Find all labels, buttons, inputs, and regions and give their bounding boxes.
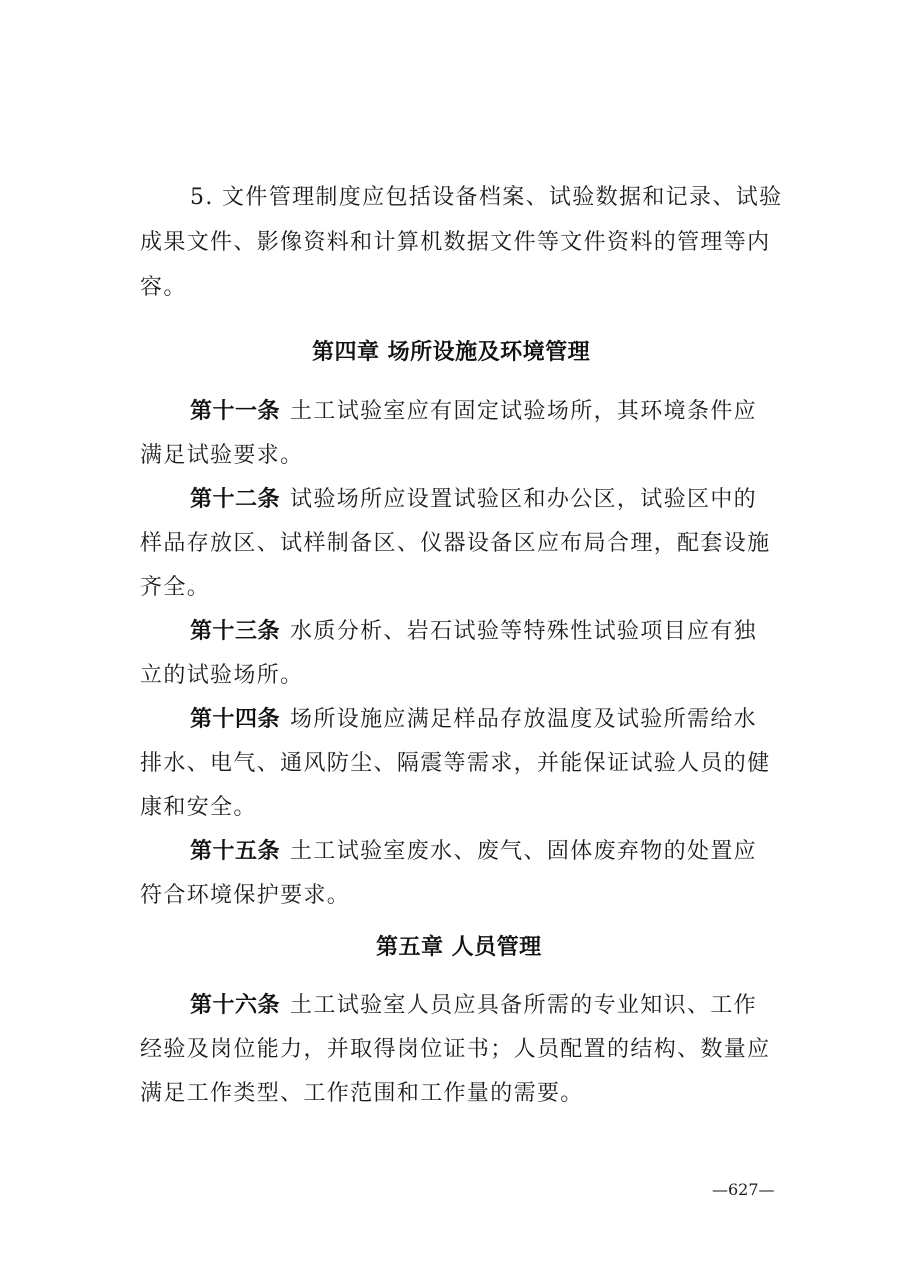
article13-label: 第十三条 <box>190 619 281 644</box>
article16-line3: 满足工作类型、工作范围和工作量的需要。 <box>140 1081 584 1106</box>
article16-line2: 经验及岗位能力，并取得岗位证书；人员配置的结构、数量应 <box>140 1037 771 1062</box>
article15-line2: 符合环境保护要求。 <box>140 883 351 908</box>
article12-line2: 样品存放区、试样制备区、仪器设备区应布局合理，配套设施 <box>140 531 771 556</box>
article13-line2: 立的试验场所。 <box>140 663 304 688</box>
article15-label: 第十五条 <box>190 839 281 864</box>
article11-label: 第十一条 <box>190 399 281 424</box>
chapter4-title: 第四章 场所设施及环境管理 <box>312 340 591 365</box>
article12-line3: 齐全。 <box>140 575 211 600</box>
article12-text1: 试验场所应设置试验区和办公区，试验区中的 <box>290 487 758 512</box>
article16-label: 第十六条 <box>190 993 281 1018</box>
article14-line1 <box>190 709 757 731</box>
article11-line1 <box>190 401 757 423</box>
article13-line1 <box>190 621 757 643</box>
article14-text1: 场所设施应满足样品存放温度及试验所需给水 <box>290 707 758 732</box>
article11-text1: 土工试验室应有固定试验场所，其环境条件应 <box>290 399 758 424</box>
item5-line3: 容。 <box>140 275 187 300</box>
chapter5-title: 第五章 人员管理 <box>376 935 542 960</box>
article14-line2: 排水、电气、通风防尘、隔震等需求，并能保证试验人员的健 <box>140 751 771 776</box>
article12-label: 第十二条 <box>190 487 281 512</box>
article15-line1 <box>190 841 757 863</box>
page-number: —627— <box>712 1180 775 1199</box>
item5-line1: 5. 文件管理制度应包括设备档案、试验数据和记录、试验 <box>190 185 783 210</box>
article15-text1: 土工试验室废水、废气、固体废弃物的处置应 <box>290 839 758 864</box>
article12-line1 <box>190 489 757 511</box>
article14-line3: 康和安全。 <box>140 795 257 820</box>
item5-line2: 成果文件、影像资料和计算机数据文件等文件资料的管理等内 <box>140 230 771 255</box>
article16-text1: 土工试验室人员应具备所需的专业知识、工作 <box>290 993 758 1018</box>
article13-text1: 水质分析、岩石试验等特殊性试验项目应有独 <box>290 619 758 644</box>
article14-label: 第十四条 <box>190 707 281 732</box>
article11-line2: 满足试验要求。 <box>140 443 304 468</box>
article16-line1 <box>190 995 757 1017</box>
